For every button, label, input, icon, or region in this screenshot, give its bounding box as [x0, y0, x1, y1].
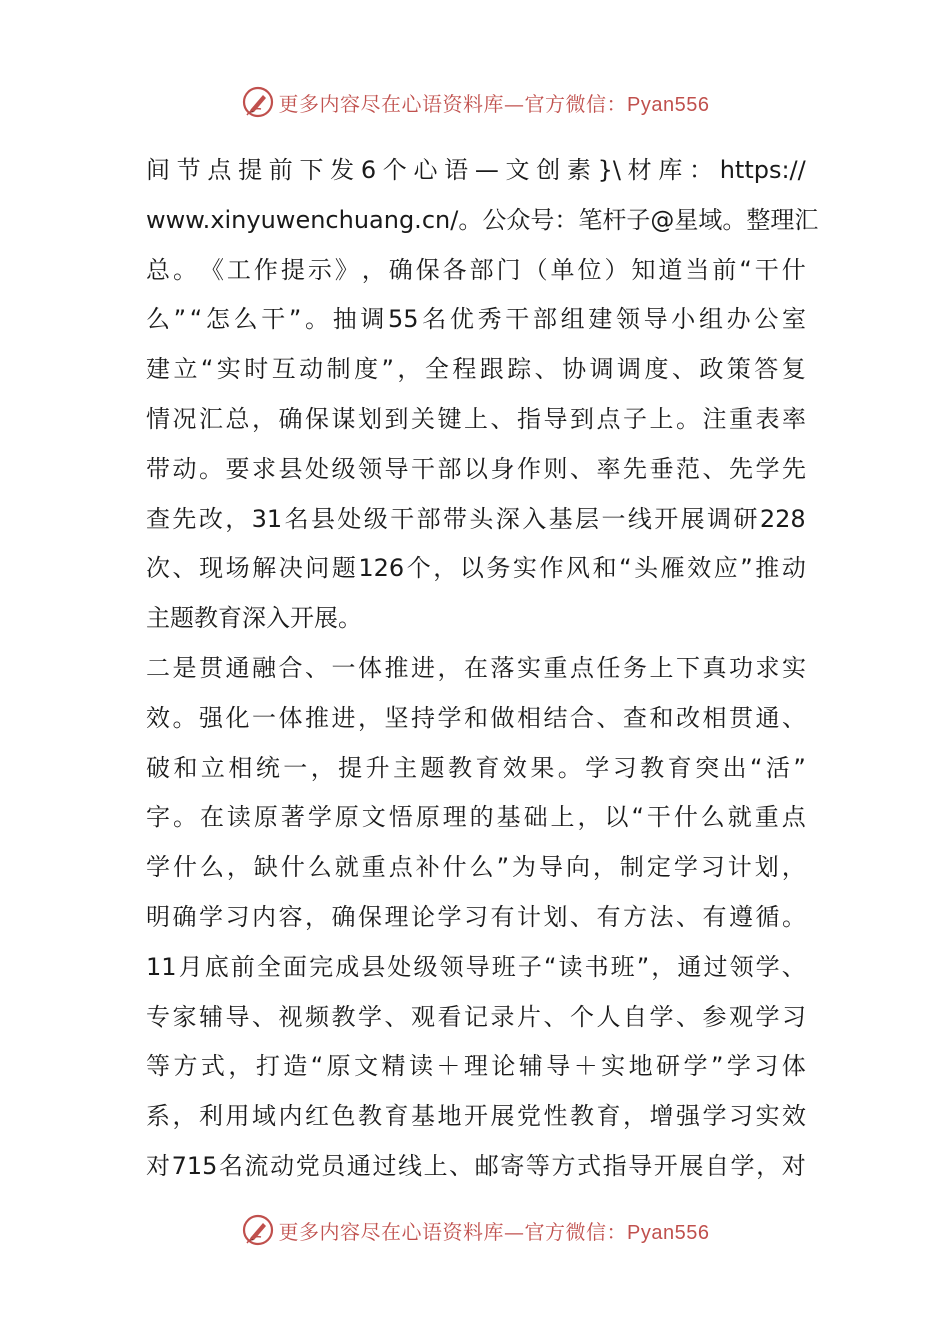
- text-line: 总 。 《 工 作 提 示 》 ， 确 保 各 部 门 （ 单 位 ） 知 道 当 前 “ 干 什: [146, 255, 806, 284]
- text-line: 次 、 现 场 解 决 问 题 126 个 ， 以 务 实 作 风 和 “ 头 雁 效 应 ” 推 动: [146, 554, 806, 583]
- banner-wechat-id: Pyan556: [627, 93, 710, 116]
- pen-logo-icon: [241, 85, 275, 119]
- text-line: 主 题 教 育 深 入 开 展 。: [146, 604, 362, 633]
- text-line: 系 ， 利 用 域 内 红 色 教 育 基 地 开 展 党 性 教 育 ， 增 强 学 习 实 效: [146, 1102, 806, 1131]
- text-line: 带 动 。 要 求 县 处 级 领 导 干 部 以 身 作 则 、 率 先 垂 范 、 先 学 先: [146, 454, 806, 483]
- text-line: 建 立 “ 实 时 互 动 制 度 ” ， 全 程 跟 踪 、 协 调 调 度 、 政 策 答 复: [146, 355, 806, 384]
- text-line: www.xinyuwenchuang.cn/ 。 公 众 号 ： 笔 杆 子 @ 星 域 。 整 理 汇: [146, 205, 819, 234]
- text-line: 破 和 立 相 统 一 ， 提 升 主 题 教 育 效 果 。 学 习 教 育 突 出 “ 活 ”: [146, 753, 806, 782]
- text-line: 情 况 汇 总 ， 确 保 谋 划 到 关 键 上 、 指 导 到 点 子 上 。 注 重 表 率: [146, 404, 806, 433]
- text-line: 等 方 式 ， 打 造 “ 原 文 精 读 ＋ 理 论 辅 导 ＋ 实 地 研 学 ” 学 习 体: [146, 1052, 806, 1081]
- pen-logo-icon: [241, 1213, 275, 1247]
- text-line: 11 月 底 前 全 面 完 成 县 处 级 领 导 班 子 “ 读 书 班 ” ， 通 过 领 学 、: [146, 952, 806, 981]
- text-line: 效 。 强 化 一 体 推 进 ， 坚 持 学 和 做 相 结 合 、 查 和 改 相 贯 通 、: [146, 703, 806, 732]
- text-line: 学 什 么 ， 缺 什 么 就 重 点 补 什 么 ” 为 导 向 ， 制 定 学 习 计 划 ，: [146, 853, 806, 882]
- text-line: 二 是 贯 通 融 合 、 一 体 推 进 ， 在 落 实 重 点 任 务 上 下 真 功 求 实: [146, 653, 806, 682]
- banner-title: 更多内容尽在心语资料库: [278, 91, 505, 116]
- text-line: 查 先 改 ， 31 名 县 处 级 干 部 带 头 深 入 基 层 一 线 开 展 调 研 228: [146, 504, 806, 533]
- banner-separator: —官方微信：: [504, 1219, 628, 1244]
- text-line: 对 715 名 流 动 党 员 通 过 线 上 、 邮 寄 等 方 式 指 导 开 展 自 学 ， 对: [146, 1151, 806, 1180]
- footer-banner: [0, 1210, 950, 1250]
- text-line: 间 节 点 提 前 下 发 6 个 心 语 — 文 创 素 }\ 材 库 ： https://: [146, 156, 806, 184]
- banner-separator: —官方微信：: [504, 91, 628, 116]
- document-body: [146, 146, 819, 1192]
- text-line: 字 。 在 读 原 著 学 原 文 悟 原 理 的 基 础 上 ， 以 “ 干 什 么 就 重 点: [146, 803, 806, 832]
- banner-title: 更多内容尽在心语资料库: [278, 1219, 505, 1244]
- text-line: 专 家 辅 导 、 视 频 教 学 、 观 看 记 录 片 、 个 人 自 学 、 参 观 学 习: [146, 1002, 806, 1031]
- header-banner: [0, 82, 950, 122]
- banner-wechat-id: Pyan556: [627, 1221, 710, 1244]
- text-line: 明 确 学 习 内 容 ， 确 保 理 论 学 习 有 计 划 、 有 方 法 、 有 遵 循 。: [146, 902, 806, 931]
- text-line: 么 ” “ 怎 么 干 ” 。 抽 调 55 名 优 秀 干 部 组 建 领 导 小 组 办 公 室: [146, 305, 806, 334]
